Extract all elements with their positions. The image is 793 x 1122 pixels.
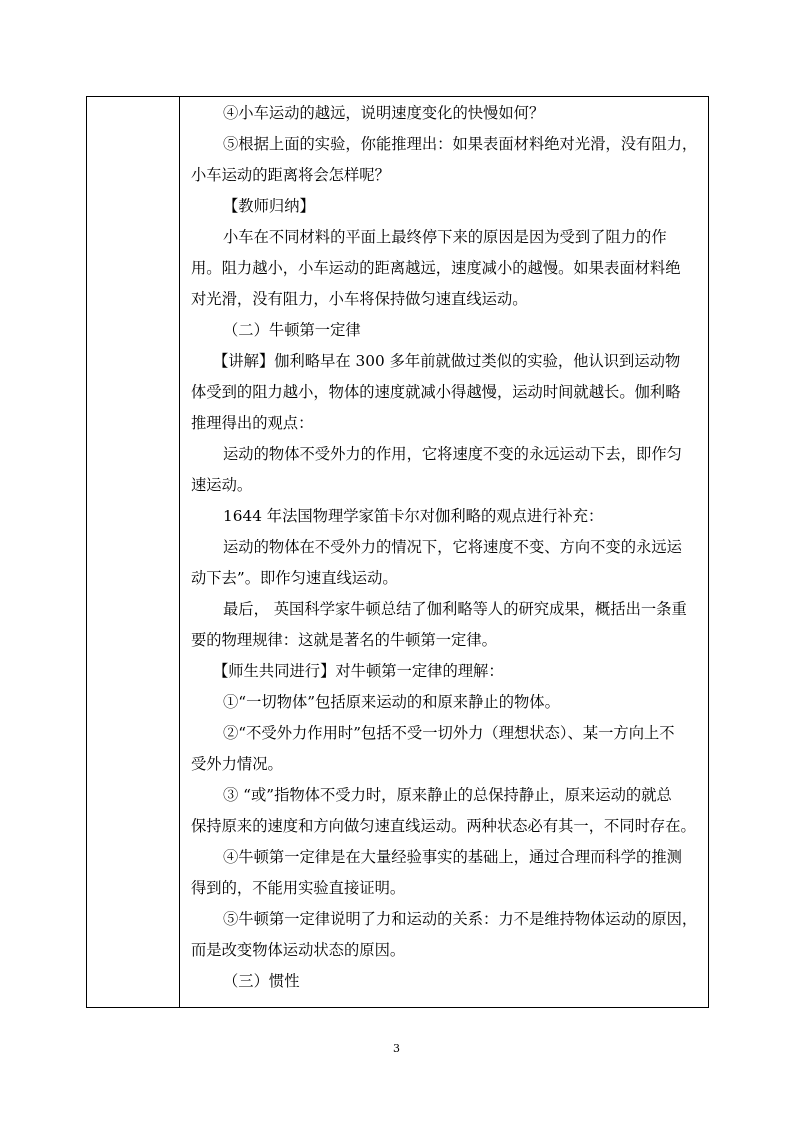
text-line: 推理得出的观点： — [191, 414, 314, 432]
text-line: 最后， 英国科学家牛顿总结了伽利略等人的研究成果，概括出一条重 — [223, 600, 687, 618]
text-line: 要的物理规律：这就是著名的牛顿第一定律。 — [191, 631, 497, 649]
text-line: ③ “或”指物体不受力时，原来静止的总保持静止，原来运动的就总 — [223, 786, 672, 804]
text-line: 得到的，不能用实验直接证明。 — [191, 879, 406, 897]
text-line: （三）惯性 — [223, 972, 300, 990]
text-line: 而是改变物体运动状态的原因。 — [191, 941, 406, 959]
text-line: 小车在不同材料的平面上最终停下来的原因是因为受到了阻力的作 — [223, 228, 667, 246]
text-line: 体受到的阻力越小，物体的速度就减小得越慢，运动时间就越长。伽利略 — [191, 383, 681, 401]
text-line: ④牛顿第一定律是在大量经验事实的基础上，通过合理而科学的推测 — [223, 848, 682, 866]
text-line: （二）牛顿第一定律 — [223, 321, 361, 339]
text-line: 保持原来的速度和方向做匀速直线运动。两种状态必有其一，不同时存在。 — [191, 817, 696, 835]
text-line: 1644 年法国物理学家笛卡尔对伽利略的观点进行补充： — [223, 507, 604, 525]
text-line: 用。阻力越小，小车运动的距离越远，速度减小的越慢。如果表面材料绝 — [191, 259, 681, 277]
content-cell — [181, 97, 708, 997]
text-line: ④小车运动的越远，说明速度变化的快慢如何？ — [223, 104, 545, 122]
text-line: 对光滑，没有阻力，小车将保持做匀速直线运动。 — [191, 290, 528, 308]
text-line: ①“一切物体”包括原来运动的和原来静止的物体。 — [223, 693, 560, 711]
text-line: ⑤牛顿第一定律说明了力和运动的关系：力不是维持物体运动的原因， — [223, 910, 698, 928]
text-line: 运动的物体不受外力的作用，它将速度不变的永远运动下去，即作匀 — [223, 445, 682, 463]
text-line: 小车运动的距离将会怎样呢？ — [191, 166, 390, 184]
text-line: ②“不受外力作用时”包括不受一切外力（理想状态）、某一方向上不 — [223, 724, 675, 742]
text-line: 运动的物体在不受外力的情况下，它将速度不变、方向不变的永远运 — [223, 538, 682, 556]
text-line: 动下去”。即作匀速直线运动。 — [191, 569, 398, 587]
text-line: 【师生共同进行】对牛顿第一定律的理解： — [213, 662, 504, 680]
left-column-cell — [87, 97, 180, 1007]
text-line: 【讲解】伽利略早在 300 多年前就做过类似的实验，他认识到运动物 — [213, 352, 681, 370]
lesson-table — [86, 96, 709, 1008]
text-line: 速运动。 — [191, 476, 253, 494]
text-line: 受外力情况。 — [191, 755, 283, 773]
text-line: ⑤根据上面的实验，你能推理出：如果表面材料绝对光滑，没有阻力， — [223, 135, 698, 153]
page-number: 3 — [393, 1042, 400, 1055]
text-line: 【教师归纳】 — [223, 197, 315, 215]
